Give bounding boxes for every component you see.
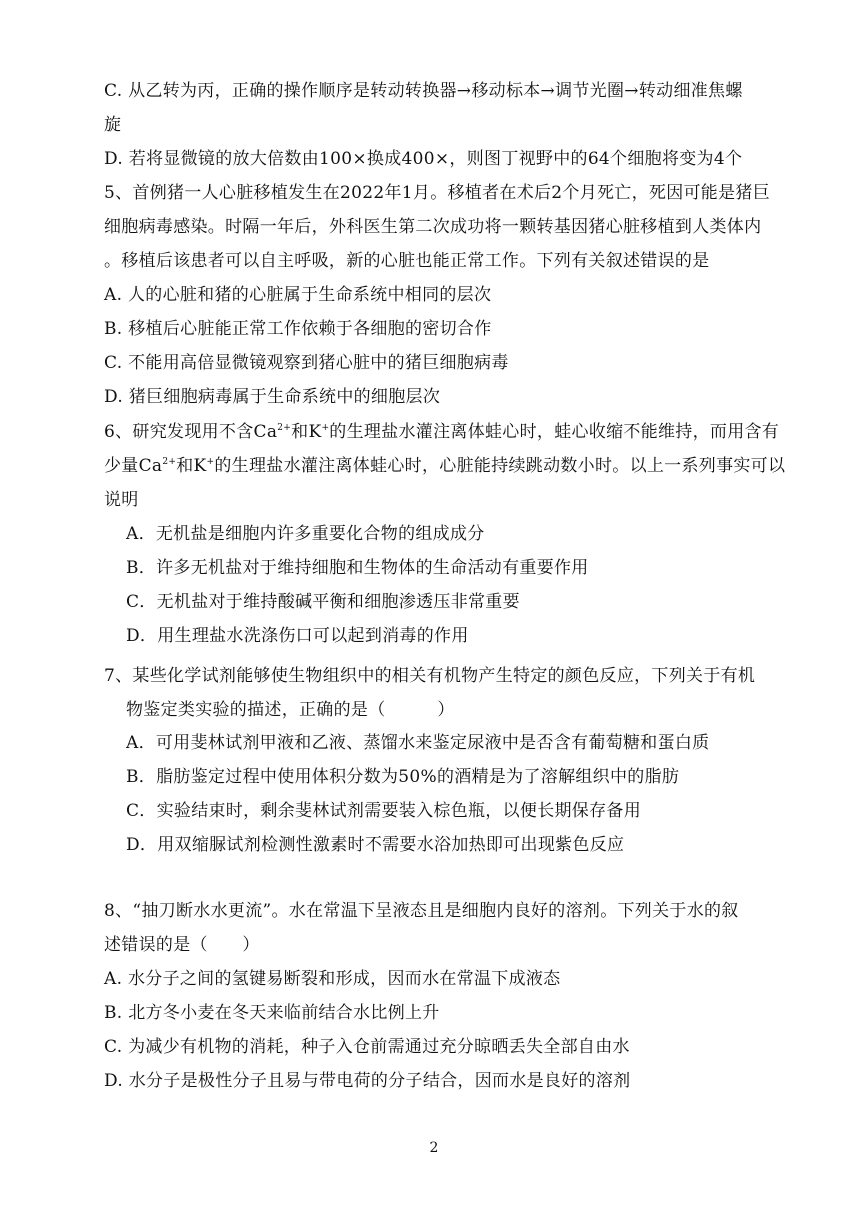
q7-stem-line2: 物鉴定类实验的描述，正确的是（ ） [126,700,455,720]
q8-option-b: B. 北方冬小麦在冬天来临前结合水比例上升 [104,1003,440,1023]
superscript: 2+ [277,423,292,433]
q4-option-c-line1: C. 从乙转为丙，正确的操作顺序是转动转换器→移动标本→调节光圈→转动细准焦螺 [104,81,743,101]
q8-stem-line1: 8、“抽刀断水水更流”。水在常温下呈液态且是细胞内良好的溶剂。下列关于水的叙 [104,901,739,921]
q7-option-a: A．可用斐林试剂甲液和乙液、蒸馏水来鉴定尿液中是否含有葡萄糖和蛋白质 [126,733,710,753]
q7-stem-line1: 7、某些化学试剂能够使生物组织中的相关有机物产生特定的颜色反应，下列关于有机 [104,666,756,686]
q8-option-a: A. 水分子之间的氢键易断裂和形成，因而水在常温下成液态 [104,969,561,989]
q6-stem-line2: 少量$Ca^{2+}$和K+的生理盐水灌注离体蛙心时，心脏能持续跳动数小时。以上一系列事实可以 [104,456,786,476]
q5-option-d: D. 猪巨细胞病毒属于生命系统中的细胞层次 [104,387,441,407]
superscript: 2+ [162,457,177,467]
q6-stem-line1: 6、研究发现用不含$Ca^{2+}$和K+的生理盐水灌注离体蛙心时，蛙心收缩不能维持，而用含有 [104,422,780,442]
q5-option-a: A. 人的心脏和猪的心脏属于生命系统中相同的层次 [104,285,492,305]
q7-option-c: C．实验结束时，剩余斐林试剂需要装入棕色瓶，以便长期保存备用 [126,801,642,821]
q6-option-a: A．无机盐是细胞内许多重要化合物的组成成分 [126,524,485,544]
q6-option-c: C．无机盐对于维持酸碱平衡和细胞渗透压非常重要 [126,592,520,612]
q4-option-c-line2: 旋 [104,115,122,135]
q8-stem-line2: 述错误的是（ ） [104,935,260,955]
q7-option-b: B．脂肪鉴定过程中使用体积分数为50%的酒精是为了溶解组织中的脂肪 [126,767,680,787]
q8-option-c: C. 为减少有机物的消耗，种子入仓前需通过充分晾晒丢失全部自由水 [104,1037,630,1057]
q6-stem-line3: 说明 [104,490,139,510]
superscript: + [206,457,215,467]
page-number: 2 [429,1140,439,1156]
q6-option-d: D．用生理盐水洗涤伤口可以起到消毒的作用 [126,626,469,646]
q7-option-d: D．用双缩脲试剂检测性激素时不需要水浴加热即可出现紫色反应 [126,835,625,855]
q6-option-b: B．许多无机盐对于维持细胞和生物体的生命活动有重要作用 [126,558,589,578]
q5-stem-line1: 5、首例猪一人心脏移植发生在2022年1月。移植者在术后2个月死亡，死因可能是猪巨 [104,183,771,203]
q5-stem-line3: 。移植后该患者可以自主呼吸，新的心脏也能正常工作。下列有关叙述错误的是 [104,251,710,271]
q4-option-d: D. 若将显微镜的放大倍数由100×换成400×，则图丁视野中的64个细胞将变为4个 [104,149,743,169]
q8-option-d: D. 水分子是极性分子且易与带电荷的分子结合，因而水是良好的溶剂 [104,1071,631,1091]
q5-stem-line2: 细胞病毒感染。时隔一年后，外科医生第二次成功将一颗转基因猪心脏移植到人类体内 [104,217,762,237]
q5-option-c: C. 不能用高倍显微镜观察到猪心脏中的猪巨细胞病毒 [104,353,509,373]
superscript: + [321,423,330,433]
q5-option-b: B. 移植后心脏能正常工作依赖于各细胞的密切合作 [104,319,492,339]
